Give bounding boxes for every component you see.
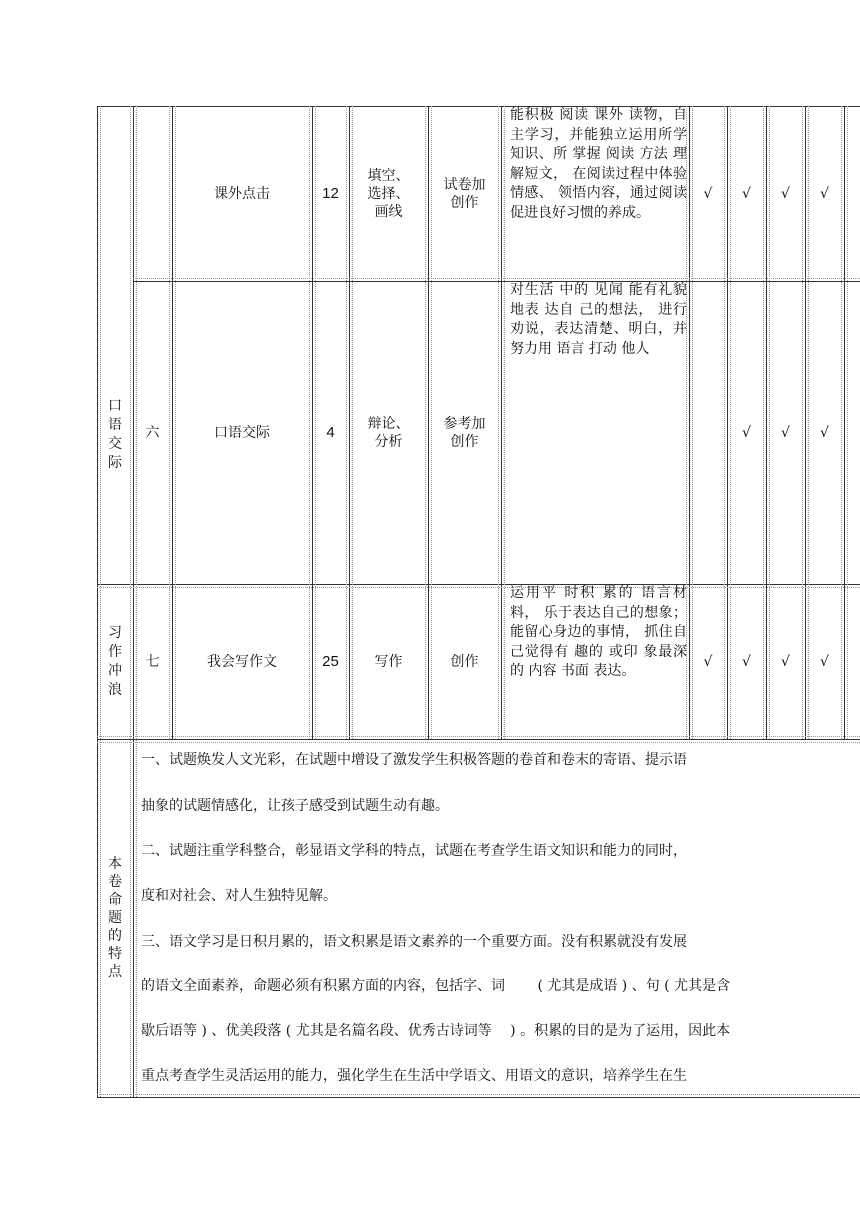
feature-line: 抽象的试题情感化，让孩子感受到试题生动有趣。 [141, 798, 449, 814]
feature-line: 一、试题焕发人文光彩，在试题中增设了激发学生积极答题的卷首和卷末的寄语、提示语 [141, 752, 687, 768]
score-cell [312, 106, 349, 281]
method-cell [428, 281, 501, 584]
item-score: 4 [326, 424, 335, 441]
item-score: 12 [322, 185, 339, 202]
method-cell [428, 584, 501, 739]
index-cell [133, 584, 172, 739]
method-cell [428, 106, 501, 281]
check-mark [689, 281, 727, 584]
check-mark: √ [820, 653, 829, 670]
table-row [172, 584, 312, 739]
feature-line: 三、语文学习是日积月累的，语文积累是语文素养的一个重要方面。没有积累就没有发展 [141, 934, 687, 950]
description-cell [501, 106, 689, 281]
index-cell [133, 281, 172, 584]
item-description: 对生活 中的 见闻 能有礼貌 地表 达自 己的想法， 进行劝说，表达清楚、明白，并努力用 语言 打动 他人 [510, 282, 687, 357]
question-type-cell [349, 281, 428, 584]
assessment-method: 创作 [450, 653, 479, 670]
row-divider [97, 739, 860, 740]
check-mark: √ [781, 653, 790, 670]
item-description: 运用平 时积 累的 语言材料， 乐于表达自己的想象； 能留心身边的事情， 抓住自己觉得有 趣的 或印 象最深的 内容 书面 表达。 [510, 585, 687, 679]
category-cell [97, 106, 133, 584]
feature-line: 重点考查学生灵活运用的能力，强化学生在生活中学语文、用语文的意识，培养学生在生 [141, 1068, 687, 1084]
score-cell [312, 281, 349, 584]
item-name: 我会写作文 [207, 653, 277, 670]
question-type-cell [349, 106, 428, 281]
check-mark: √ [781, 424, 790, 441]
item-score: 25 [322, 653, 339, 670]
item-name: 口语交际 [214, 424, 270, 441]
table-row [172, 106, 312, 281]
description-cell [501, 281, 689, 584]
check-mark: √ [820, 185, 829, 202]
assessment-method: 试卷加 创作 [443, 176, 486, 211]
check-mark: √ [820, 424, 829, 441]
description-cell [501, 584, 689, 739]
check-mark: √ [781, 185, 790, 202]
table-bottom-border [97, 1097, 860, 1098]
dotted-guide [97, 1094, 860, 1095]
feature-line: 度和对社会、对人生独特见解。 [141, 888, 337, 904]
column-divider [844, 106, 845, 739]
table-row [172, 281, 312, 584]
item-description: 能积极 阅读 课外 读物，自主学习，并能独立运用所学知识、所 掌握 阅读 方法 理解短文， 在阅读过程中体验情感、 领悟内容，通过阅读促进良好习惯的养成。 [510, 107, 687, 221]
features-label: 本卷命题的特点 [108, 856, 122, 980]
item-index: 六 [145, 424, 160, 441]
question-type: 写作 [374, 653, 403, 670]
item-index: 七 [145, 653, 160, 670]
dotted-guide [97, 742, 860, 743]
category-cell [97, 584, 133, 739]
question-type-cell [349, 584, 428, 739]
check-mark: √ [742, 653, 751, 670]
score-cell [312, 584, 349, 739]
check-mark: √ [703, 185, 713, 202]
check-mark: √ [703, 653, 713, 670]
category-label: 口语交际 [108, 398, 122, 471]
feature-line: 的语文全面素养，命题必须有积累方面的内容，包括字、词 ( 尤其是成语 ) 、句 ( 尤其是含 [141, 978, 731, 994]
category-label: 习作冲浪 [108, 624, 122, 698]
question-type: 辩论、 分析 [367, 415, 410, 450]
assessment-method: 参考加 创作 [443, 415, 486, 450]
features-label-cell [97, 739, 133, 1097]
feature-line: 二、试题注重学科整合，彰显语文学科的特点，试题在考查学生语文知识和能力的同时， [141, 843, 687, 859]
item-name: 课外点击 [214, 185, 270, 202]
dotted-guide [847, 106, 848, 739]
check-mark: √ [742, 185, 751, 202]
question-type: 填空、 选择、 画线 [367, 167, 410, 220]
check-mark: √ [742, 424, 751, 441]
feature-line: 歇后语等 ) 、优美段落 ( 尤其是名篇名段、优秀古诗词等 ) 。积累的目的是为了运用，因此本 [141, 1023, 731, 1039]
